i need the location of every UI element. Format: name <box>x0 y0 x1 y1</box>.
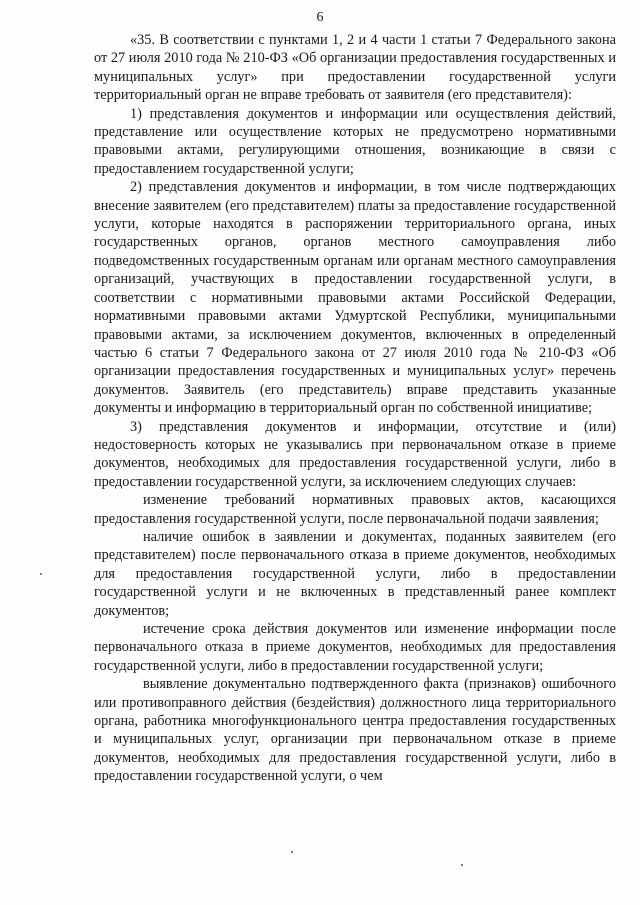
scan-speck <box>40 573 42 575</box>
paragraph-subitem-1: 1) представления документов и информации или осуществления действий, представление или осуществление которых не предусмотрено нормативными правовыми актами, регулирующими отношения, возникающие в связи с предоставлением государственной услуги; <box>94 105 616 177</box>
paragraph-item-35-intro: «35. В соответствии с пунктами 1, 2 и 4 части 1 статьи 7 Федерального закона от 27 июля 2010 года № 210-ФЗ «Об организации предоставления государственных и муниципальных услуг» при предоставлении государственной услуги территориальный орган не вправе требовать от заявителя (его представителя): <box>94 32 616 104</box>
paragraph-case-requirements-change: изменение требований нормативных правовых актов, касающихся предоставления государственной услуги, после первоначальной подачи заявления; <box>94 492 616 527</box>
document-body <box>94 31 616 786</box>
page-number: 6 <box>316 10 324 25</box>
paragraph-subitem-3: 3) представления документов и информации, отсутствие и (или) недостоверность которых не указывались при первоначальном отказе в приеме документов, необходимых для предоставления государственной услуги, либо в предоставлении государственной услуги, за исключением следующих случаев: <box>94 418 616 490</box>
paragraph-case-misconduct: выявление документально подтвержденного факта (признаков) ошибочного или противоправного действия (бездействия) должностного лица территориального органа, работника многофункционального центра предоставления государственных и муниципальных услуг, организации при первоначальном отказе в приеме документов, необходимых для предоставления государственной услуги, либо в предоставлении государственной услуги, о чем <box>94 676 616 785</box>
scan-speck <box>291 851 293 853</box>
paragraph-case-errors: наличие ошибок в заявлении и документах, поданных заявителем (его представителем) после первоначального отказа в приеме документов, необходимых для предоставления государственной услуги, либо в предоставлении государственной услуги и не включенных в представленный ранее комплект документов; <box>94 528 616 619</box>
paragraph-subitem-2: 2) представления документов и информации, в том числе подтверждающих внесение заявителем (его представителем) платы за предоставление государственной услуги, которые находятся в распоряжении территориального органа, иных государственных органов, органов местного самоуправления либо подведомственных государственным органам или органам местного самоуправления организаций, участвующих в предоставлении государственной услуги, в соответствии с нормативными правовыми актами Российской Федерации, нормативными правовыми актами Удмуртской Республики, муниципальными правовыми актами, за исключением документов, включенных в определенный частью 6 статьи 7 Федерального закона от 27 июля 2010 года № 210-ФЗ «Об организации предоставления государственных и муниципальных услуг» перечень документов. Заявитель (его представитель) вправе представить указанные документы и информацию в территориальный орган по собственной инициативе; <box>94 179 616 417</box>
paragraph-case-expiry: истечение срока действия документов или изменение информации после первоначального отказа в приеме документов, необходимых для предоставления государственной услуги, либо в предоставлении государственной услуги; <box>94 621 616 674</box>
scan-speck <box>461 864 463 866</box>
